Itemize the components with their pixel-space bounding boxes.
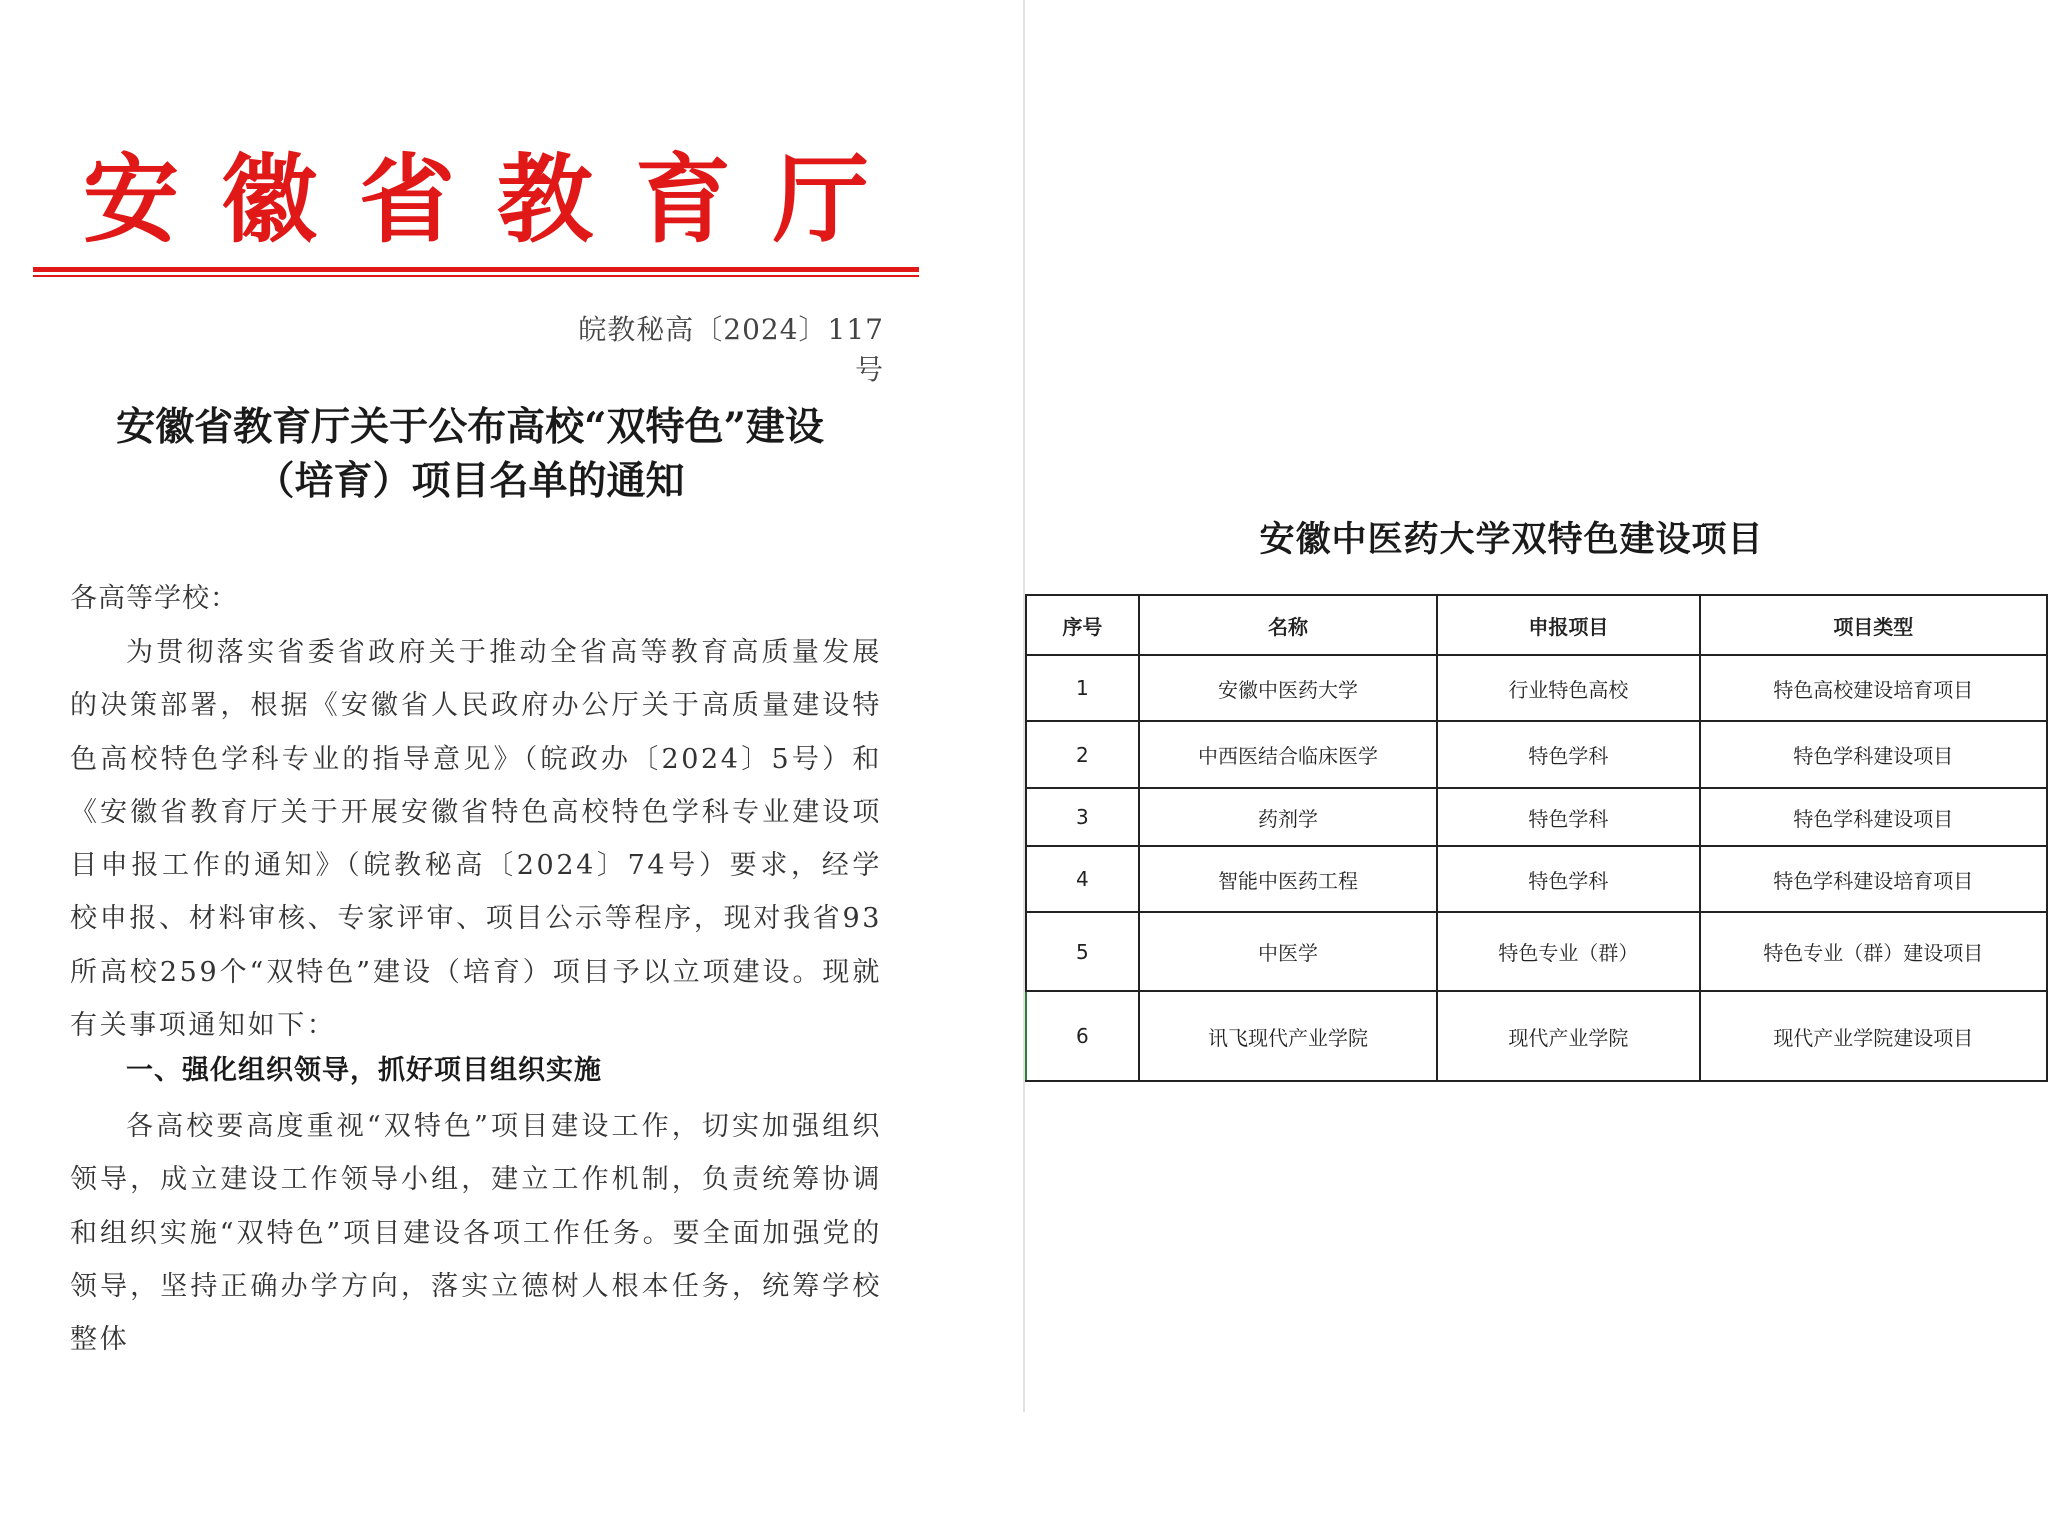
red-rule-thin (33, 275, 919, 277)
table-row (1026, 721, 2047, 788)
cell-type: 特色学科建设项目 (1700, 788, 2047, 846)
cell-index: 2 (1026, 721, 1139, 788)
cell-index: 3 (1026, 788, 1139, 846)
masthead-title: 安徽省教育厅 (83, 143, 911, 256)
cell-type: 特色高校建设培育项目 (1700, 655, 2047, 721)
cell-name: 安徽中医药大学 (1139, 655, 1437, 721)
cell-index: 5 (1026, 912, 1139, 991)
table-row (1026, 912, 2047, 991)
cell-name: 讯飞现代产业学院 (1139, 991, 1437, 1081)
body-paragraph-1: 为贯彻落实省委省政府关于推动全省高等教育高质量发展的决策部署，根据《安徽省人民政府办公厅关于高质量建设特色高校特色学科专业的指导意见》（皖政办〔2024〕5号）和《安徽省教育厅关于开展安徽省特色高校特色学科专业建设项目申报工作的通知》（皖教秘高〔2024〕74号）要求，经学校申报、材料审核、专家评审、项目公示等程序，现对我省93所高校259个“双特色”建设（培育）项目予以立项建设。现就有关事项通知如下： (70, 637, 882, 1042)
table-title: 安徽中医药大学双特色建设项目 (1259, 519, 1764, 560)
header-name: 名称 (1139, 595, 1437, 655)
cell-application: 特色专业（群） (1437, 912, 1700, 991)
table-row (1026, 655, 2047, 721)
cell-name: 智能中医药工程 (1139, 846, 1437, 912)
notice-title-line-2: （培育）项目名单的通知 (255, 458, 685, 504)
salutation: 各高等学校： (70, 583, 238, 614)
notice-title-line-1: 安徽省教育厅关于公布高校“双特色”建设 (116, 404, 824, 450)
table-row (1026, 846, 2047, 912)
cell-index: 1 (1026, 655, 1139, 721)
header-type: 项目类型 (1700, 595, 2047, 655)
cell-application: 特色学科 (1437, 788, 1700, 846)
body-paragraph-2: 各高校要高度重视“双特色”项目建设工作，切实加强组织领导，成立建设工作领导小组，建立工作机制，负责统筹协调和组织实施“双特色”项目建设各项工作任务。要全面加强党的领导，坚持正确办学方向，落实立德树人根本任务，统筹学校整体 (70, 1111, 882, 1356)
cell-index: 4 (1026, 846, 1139, 912)
cell-type: 现代产业学院建设项目 (1700, 991, 2047, 1081)
table-header-row (1026, 595, 2047, 655)
cell-type: 特色专业（群）建设项目 (1700, 912, 2047, 991)
notice-title (70, 400, 870, 508)
cell-type: 特色学科建设项目 (1700, 721, 2047, 788)
table-row (1026, 788, 2047, 846)
section-heading-1: 一、强化组织领导，抓好项目组织实施 (126, 1055, 602, 1086)
cell-application: 行业特色高校 (1437, 655, 1700, 721)
cell-application: 特色学科 (1437, 721, 1700, 788)
notice-page (0, 0, 1023, 1412)
cell-index: 6 (1026, 991, 1139, 1081)
cell-type: 特色学科建设培育项目 (1700, 846, 2047, 912)
red-rule-thick (33, 267, 919, 272)
header-application: 申报项目 (1437, 595, 1700, 655)
header-index: 序号 (1026, 595, 1139, 655)
cell-application: 特色学科 (1437, 846, 1700, 912)
cell-application: 现代产业学院 (1437, 991, 1700, 1081)
table-row (1026, 991, 2047, 1081)
project-table (1025, 594, 2048, 1082)
cell-name: 中西医结合临床医学 (1139, 721, 1437, 788)
document-number: 皖教秘高〔2024〕117号 (578, 313, 884, 386)
cell-name: 中医学 (1139, 912, 1437, 991)
cell-name: 药剂学 (1139, 788, 1437, 846)
